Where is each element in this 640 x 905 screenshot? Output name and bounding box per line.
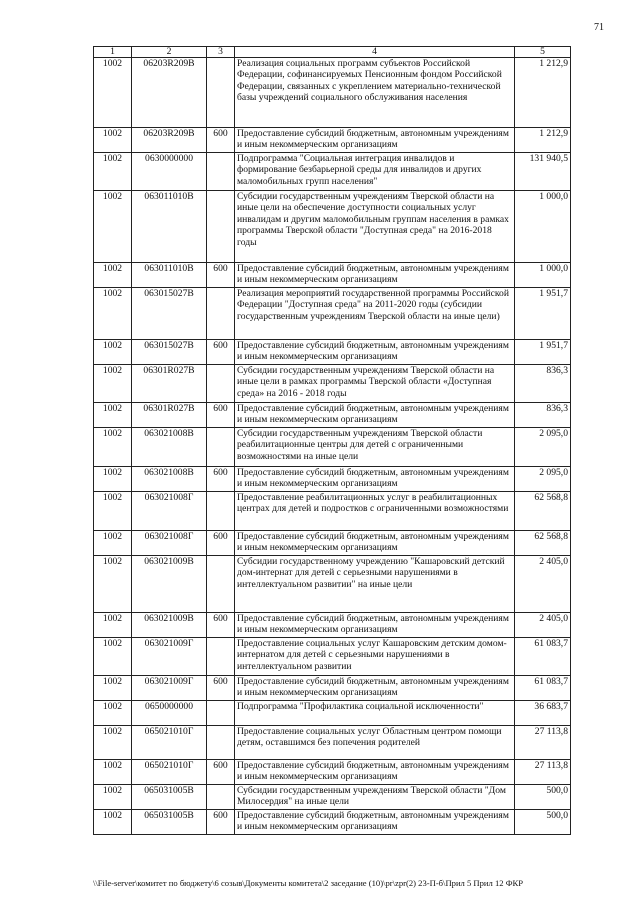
expense-type-cell: 600	[207, 340, 235, 365]
target-article-cell: 065021010Г	[132, 760, 207, 785]
amount-cell: 2 405,0	[515, 613, 571, 638]
table-row	[94, 467, 571, 492]
target-article-cell: 065031005В	[132, 810, 207, 835]
item-name-cell: Реализация социальных программ субъектов Российской Федерации, софинансируемых Пенсионным фондом Российской Федерации, связанных с укреплением материально-технической базы учреждений социального обслуживания населения	[235, 58, 515, 128]
item-name-cell: Субсидии государственным учреждениям Тверской области на иные цели на обеспечение доступности социальных услуг инвалидам и другим маломобильным группам населения в рамках программы Тверской области "Доступная среда" на 2016-2018 годы	[235, 191, 515, 263]
amount-cell: 1 212,9	[515, 128, 571, 153]
expense-type-cell: 600	[207, 467, 235, 492]
amount-cell: 62 568,8	[515, 492, 571, 531]
item-name-cell: Подпрограмма "Профилактика социальной исключенности"	[235, 701, 515, 726]
target-article-cell: 065021010Г	[132, 726, 207, 760]
table-row	[94, 403, 571, 428]
table-row	[94, 58, 571, 128]
section-code-cell: 1002	[94, 613, 132, 638]
expense-type-cell	[207, 191, 235, 263]
table-row	[94, 785, 571, 810]
amount-cell: 1 000,0	[515, 191, 571, 263]
target-article-cell: 06203R209В	[132, 58, 207, 128]
item-name-cell: Предоставление субсидий бюджетным, автономным учреждениям и иным некоммерческим организациям	[235, 760, 515, 785]
target-article-cell: 06203R209В	[132, 128, 207, 153]
table-row	[94, 340, 571, 365]
item-name-cell: Реализация мероприятий государственной программы Российской Федерации "Доступная среда" на 2011-2020 годы (субсидии государственным учреждениям Тверской области на иные цели)	[235, 288, 515, 340]
section-code-cell: 1002	[94, 288, 132, 340]
target-article-cell: 063011010В	[132, 263, 207, 288]
target-article-cell: 06301R027В	[132, 365, 207, 403]
page-number: 71	[594, 22, 604, 33]
target-article-cell: 063011010В	[132, 191, 207, 263]
amount-cell: 1 951,7	[515, 340, 571, 365]
expense-type-cell: 600	[207, 403, 235, 428]
section-code-cell: 1002	[94, 785, 132, 810]
table-header-row	[94, 47, 571, 58]
column-header: 1	[94, 47, 132, 58]
amount-cell: 836,3	[515, 365, 571, 403]
item-name-cell: Предоставление социальных услуг Областным центром помощи детям, оставшимся без попечения родителей	[235, 726, 515, 760]
table-row	[94, 428, 571, 467]
item-name-cell: Предоставление социальных услуг Кашаровским детским домом-интернатом для детей с серьезными нарушениями в интеллектуальном развитии	[235, 638, 515, 676]
section-code-cell: 1002	[94, 58, 132, 128]
amount-cell: 2 095,0	[515, 428, 571, 467]
target-article-cell: 063021009Г	[132, 676, 207, 701]
amount-cell: 131 940,5	[515, 153, 571, 191]
section-code-cell: 1002	[94, 428, 132, 467]
item-name-cell: Субсидии государственным учреждениям Тверской области реабилитационные центры для детей с ограниченными возможностями на иные цели	[235, 428, 515, 467]
section-code-cell: 1002	[94, 676, 132, 701]
table-row	[94, 365, 571, 403]
section-code-cell: 1002	[94, 531, 132, 556]
table-row	[94, 288, 571, 340]
file-path-footer: \\File-server\комитет по бюджету\6 созыв\Документы комитета\2 заседание (10)\pr\zpr(2) 23-П-б\Прил 5 Прил 12 ФКР	[93, 878, 524, 888]
section-code-cell: 1002	[94, 365, 132, 403]
table-row	[94, 531, 571, 556]
amount-cell: 27 113,8	[515, 726, 571, 760]
expense-type-cell: 600	[207, 531, 235, 556]
expense-type-cell	[207, 638, 235, 676]
column-header: 3	[207, 47, 235, 58]
section-code-cell: 1002	[94, 760, 132, 785]
section-code-cell: 1002	[94, 403, 132, 428]
target-article-cell: 063015027В	[132, 288, 207, 340]
item-name-cell: Субсидии государственным учреждениям Тверской области "Дом Милосердия" на иные цели	[235, 785, 515, 810]
column-header: 5	[515, 47, 571, 58]
amount-cell: 500,0	[515, 810, 571, 835]
expense-type-cell	[207, 726, 235, 760]
section-code-cell: 1002	[94, 128, 132, 153]
table-row	[94, 191, 571, 263]
item-name-cell: Предоставление субсидий бюджетным, автономным учреждениям и иным некоммерческим организациям	[235, 263, 515, 288]
section-code-cell: 1002	[94, 263, 132, 288]
expense-type-cell: 600	[207, 128, 235, 153]
table-row	[94, 613, 571, 638]
target-article-cell: 0630000000	[132, 153, 207, 191]
item-name-cell: Подпрограмма "Социальная интеграция инвалидов и формирование безбарьерной среды для инвалидов и других маломобильных групп населения"	[235, 153, 515, 191]
amount-cell: 27 113,8	[515, 760, 571, 785]
table-row	[94, 153, 571, 191]
section-code-cell: 1002	[94, 556, 132, 613]
amount-cell: 836,3	[515, 403, 571, 428]
section-code-cell: 1002	[94, 191, 132, 263]
amount-cell: 1 000,0	[515, 263, 571, 288]
target-article-cell: 065031005В	[132, 785, 207, 810]
target-article-cell: 063021009В	[132, 613, 207, 638]
expense-type-cell	[207, 701, 235, 726]
target-article-cell: 063021008В	[132, 467, 207, 492]
table-row	[94, 810, 571, 835]
expense-type-cell	[207, 428, 235, 467]
amount-cell: 62 568,8	[515, 531, 571, 556]
amount-cell: 1 212,9	[515, 58, 571, 128]
table-row	[94, 492, 571, 531]
expense-type-cell	[207, 153, 235, 191]
section-code-cell: 1002	[94, 701, 132, 726]
item-name-cell: Предоставление субсидий бюджетным, автономным учреждениям и иным некоммерческим организациям	[235, 676, 515, 701]
amount-cell: 1 951,7	[515, 288, 571, 340]
table-row	[94, 263, 571, 288]
section-code-cell: 1002	[94, 153, 132, 191]
target-article-cell: 06301R027В	[132, 403, 207, 428]
section-code-cell: 1002	[94, 492, 132, 531]
amount-cell: 61 083,7	[515, 676, 571, 701]
table-row	[94, 556, 571, 613]
expense-type-cell: 600	[207, 676, 235, 701]
target-article-cell: 063015027В	[132, 340, 207, 365]
item-name-cell: Субсидии государственному учреждению "Кашаровский детский дом-интернат для детей с серьезными нарушениями в интеллектуальном развитии" на иные цели	[235, 556, 515, 613]
target-article-cell: 063021008Г	[132, 492, 207, 531]
table-row	[94, 726, 571, 760]
table-row	[94, 701, 571, 726]
section-code-cell: 1002	[94, 810, 132, 835]
expense-type-cell: 600	[207, 263, 235, 288]
expense-type-cell	[207, 58, 235, 128]
table-row	[94, 128, 571, 153]
target-article-cell: 0650000000	[132, 701, 207, 726]
expense-type-cell: 600	[207, 613, 235, 638]
amount-cell: 2 405,0	[515, 556, 571, 613]
expense-type-cell	[207, 492, 235, 531]
amount-cell: 2 095,0	[515, 467, 571, 492]
expense-type-cell	[207, 365, 235, 403]
section-code-cell: 1002	[94, 340, 132, 365]
section-code-cell: 1002	[94, 726, 132, 760]
item-name-cell: Предоставление субсидий бюджетным, автономным учреждениям и иным некоммерческим организациям	[235, 810, 515, 835]
expense-type-cell: 600	[207, 760, 235, 785]
item-name-cell: Субсидии государственным учреждениям Тверской области на иные цели в рамках программы Тверской области «Доступная среда» на 2016 - 2018 годы	[235, 365, 515, 403]
item-name-cell: Предоставление субсидий бюджетным, автономным учреждениям и иным некоммерческим организациям	[235, 531, 515, 556]
section-code-cell: 1002	[94, 638, 132, 676]
expense-type-cell	[207, 785, 235, 810]
target-article-cell: 063021008Г	[132, 531, 207, 556]
expense-type-cell	[207, 288, 235, 340]
table-row	[94, 638, 571, 676]
amount-cell: 500,0	[515, 785, 571, 810]
expense-type-cell	[207, 556, 235, 613]
item-name-cell: Предоставление субсидий бюджетным, автономным учреждениям и иным некоммерческим организациям	[235, 340, 515, 365]
item-name-cell: Предоставление субсидий бюджетным, автономным учреждениям и иным некоммерческим организациям	[235, 403, 515, 428]
table-row	[94, 676, 571, 701]
target-article-cell: 063021009В	[132, 556, 207, 613]
column-header: 2	[132, 47, 207, 58]
target-article-cell: 063021008В	[132, 428, 207, 467]
table-row	[94, 760, 571, 785]
item-name-cell: Предоставление субсидий бюджетным, автономным учреждениям и иным некоммерческим организациям	[235, 128, 515, 153]
expense-type-cell: 600	[207, 810, 235, 835]
amount-cell: 36 683,7	[515, 701, 571, 726]
section-code-cell: 1002	[94, 467, 132, 492]
target-article-cell: 063021009Г	[132, 638, 207, 676]
amount-cell: 61 083,7	[515, 638, 571, 676]
item-name-cell: Предоставление реабилитационных услуг в реабилитационных центрах для детей и подростков с ограниченными возможностями	[235, 492, 515, 531]
item-name-cell: Предоставление субсидий бюджетным, автономным учреждениям и иным некоммерческим организациям	[235, 467, 515, 492]
budget-table	[93, 46, 571, 835]
item-name-cell: Предоставление субсидий бюджетным, автономным учреждениям и иным некоммерческим организациям	[235, 613, 515, 638]
column-header: 4	[235, 47, 515, 58]
